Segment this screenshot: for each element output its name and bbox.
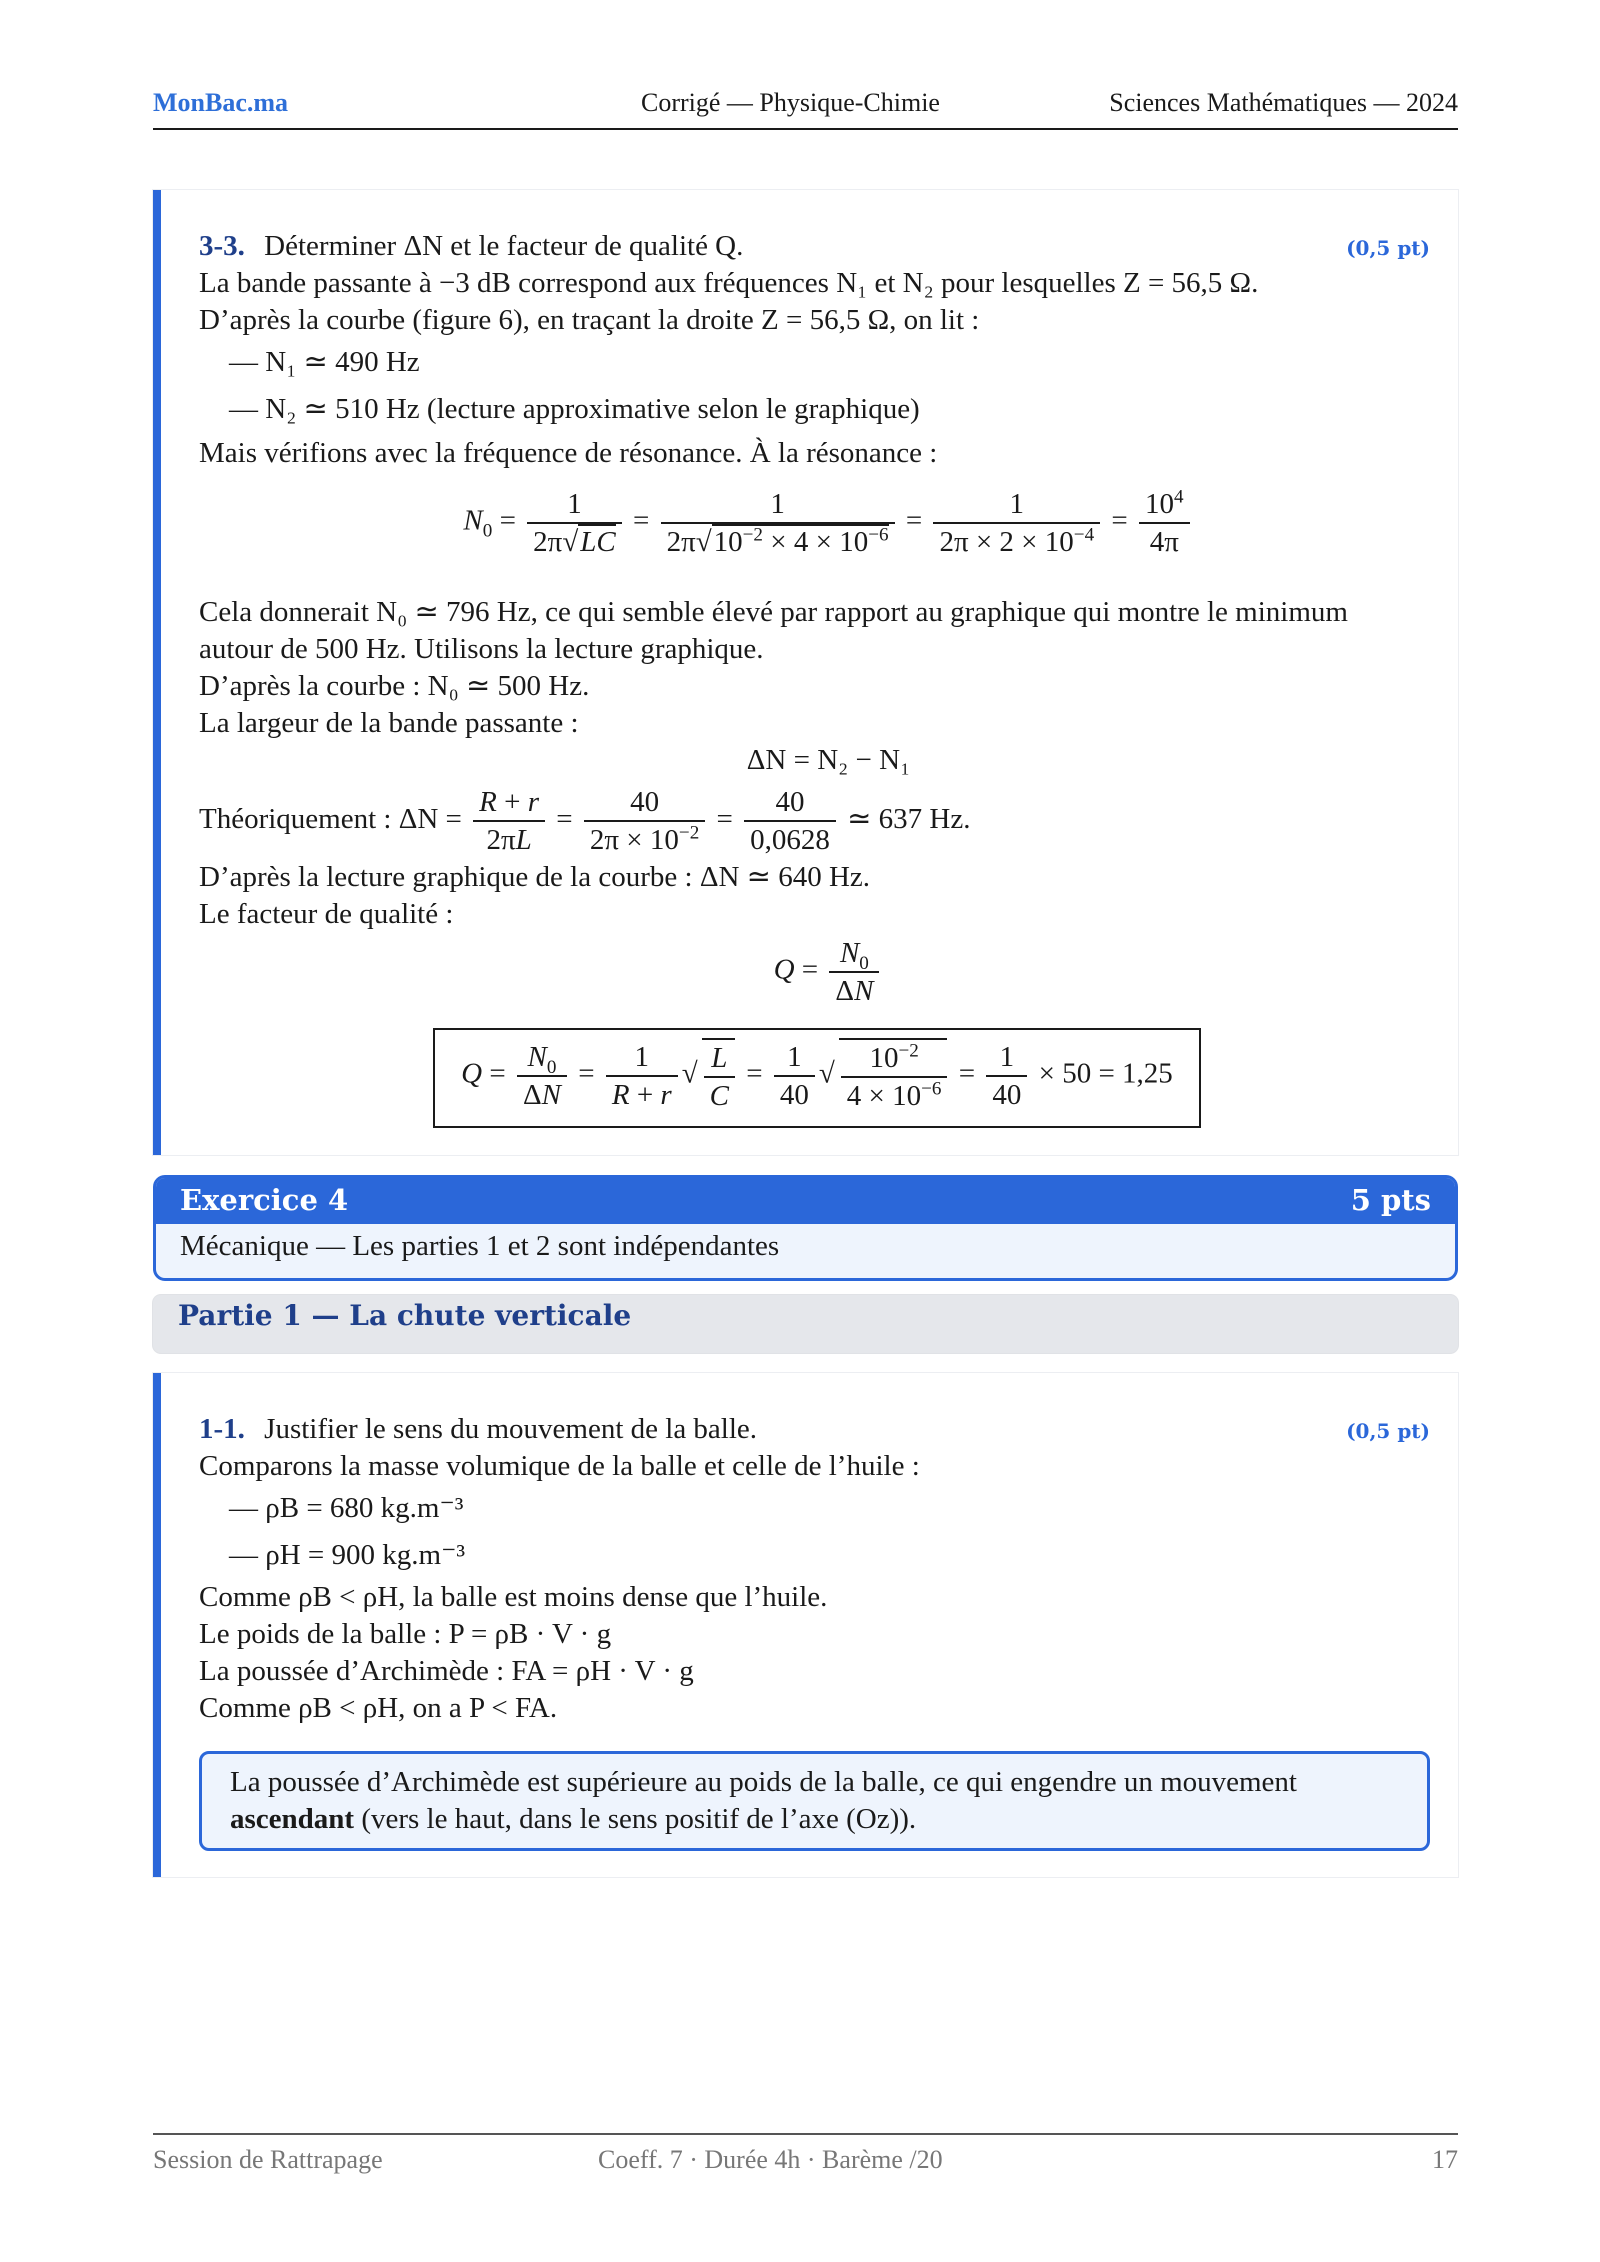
part-header — [153, 1295, 1458, 1353]
text-line: Le facteur de qualité : — [199, 898, 454, 930]
list-item: — ρB = 680 kg.m⁻³ — [229, 1492, 464, 1524]
exercise-subtitle: Mécanique — Les parties 1 et 2 sont indépendantes — [180, 1230, 780, 1262]
text-line: Comparons la masse volumique de la balle et celle de l’huile : — [199, 1450, 920, 1482]
exercise-header — [153, 1175, 1458, 1281]
list-item-text: N₂ ≃ 510 Hz (lecture approximative selon le graphique) — [265, 393, 920, 425]
header-subject: Corrigé — Physique-Chimie — [641, 88, 940, 117]
list-item-text: ρH = 900 kg.m⁻³ — [265, 1539, 466, 1571]
result-box: Q = $\frac{N_0}{\Delta N}$ = $\frac{1}{R + r}$ √ $\frac{L}{C}$ = $\frac{1}{40}$ √ $\frac{10^{-2}}{4 \times 10^{-6}}$ = $\frac{1}{40}$ × 50 = 1,25 — [433, 1028, 1201, 1128]
site-name[interactable]: MonBac.ma — [153, 88, 289, 117]
text-line: Le poids de la balle : P = ρB · V · g — [199, 1618, 612, 1650]
points-badge: (0,5 pt) — [1346, 1419, 1430, 1443]
answer-box-3-3 — [153, 190, 1458, 1155]
points-badge: (0,5 pt) — [1346, 236, 1430, 260]
quality-factor-formula: Q = $\frac{N_0}{\Delta N}$ — [199, 933, 1458, 1015]
theoretical-bandwidth: Théoriquement : ΔN = $\frac{R + r}{2\pi L}$ = $\frac{40}{2\pi \times 10^{-2}}$ = $\frac{40}{0,0628}$ ≃ 637 Hz. — [199, 786, 971, 857]
exercise-title-bar — [156, 1178, 1455, 1224]
text-line: D’après la courbe (figure 6), en traçant la droite Z = 56,5 Ω, on lit : — [199, 304, 980, 336]
text-prefix: Théoriquement : ΔN = — [199, 803, 462, 835]
text-line: Comme ρB < ρH, on a P < FA. — [199, 1692, 558, 1724]
conclusion-text: La poussée d’Archimède est supérieure au poids de la balle, ce qui engendre un mouvement — [230, 1766, 1297, 1798]
header-series: Sciences Mathématiques — 2024 — [1109, 88, 1458, 117]
bandwidth-formula: ΔN = N₂ − N₁ — [746, 744, 911, 776]
list-item: — N₁ ≃ 490 Hz — [229, 346, 420, 378]
question-header — [199, 228, 1458, 265]
question-number: 3-3. — [199, 230, 245, 262]
text-line: Cela donnerait N₀ ≃ 796 Hz, ce qui semble élevé par rapport au graphique qui montre le minimum — [199, 596, 1348, 628]
text-line: autour de 500 Hz. Utilisons la lecture graphique. — [199, 633, 764, 665]
list-item: — ρH = 900 kg.m⁻³ — [229, 1539, 466, 1571]
question-header — [199, 1411, 1458, 1448]
conclusion-box — [199, 1751, 1430, 1851]
exercise-points: 5 pts — [1350, 1183, 1431, 1217]
question-title: Déterminer ΔN et le facteur de qualité Q. — [264, 230, 744, 262]
conclusion-text: (vers le haut, dans le sens positif de l’axe (Oz)). — [361, 1803, 917, 1835]
answer-box-1-1 — [153, 1373, 1458, 1877]
text-line: La poussée d’Archimède : FA = ρH · V · g — [199, 1655, 694, 1687]
text-line: Mais vérifions avec la fréquence de résonance. À la résonance : — [199, 437, 938, 469]
text-line: La bande passante à −3 dB correspond aux fréquences N₁ et N₂ pour lesquelles Z = 56,5 Ω. — [199, 267, 1259, 299]
list-item-text: ρB = 680 kg.m⁻³ — [265, 1492, 464, 1524]
list-item-text: N₁ ≃ 490 Hz — [265, 346, 420, 378]
text-suffix: ≃ 637 Hz. — [847, 803, 971, 835]
exercise-title: Exercice 4 — [180, 1183, 349, 1217]
footer-session: Session de Rattrapage — [153, 2145, 383, 2174]
page-number: 17 — [1432, 2145, 1458, 2174]
text-line: La largeur de la bande passante : — [199, 707, 579, 739]
footer-info: Coeff. 7 · Durée 4h · Barème /20 — [598, 2145, 943, 2174]
question-number: 1-1. — [199, 1413, 245, 1445]
resonance-formula: $N_0$ = $\frac{1}{2\pi√LC}$ = $\frac{1}{2\pi√10^{-2} \times 4 \times 10^{-6}}$ = $\frac{1}{2\pi \times 2 \times 10^{-4}}$ = $\frac{10^4}{4\pi}$ — [199, 472, 1458, 594]
conclusion-keyword: ascendant — [230, 1803, 355, 1835]
part-title: Partie 1 — La chute verticale — [178, 1299, 632, 1332]
list-item: — N₂ ≃ 510 Hz (lecture approximative selon le graphique) — [229, 393, 920, 425]
page-header — [153, 88, 1458, 130]
text-line: Comme ρB < ρH, la balle est moins dense que l’huile. — [199, 1581, 828, 1613]
page-footer — [153, 2133, 1458, 2175]
question-title: Justifier le sens du mouvement de la balle. — [264, 1413, 758, 1445]
text-line: D’après la lecture graphique de la courbe : ΔN ≃ 640 Hz. — [199, 861, 871, 893]
text-line: D’après la courbe : N₀ ≃ 500 Hz. — [199, 670, 590, 702]
result-value: × 50 = 1,25 — [1038, 1057, 1173, 1090]
